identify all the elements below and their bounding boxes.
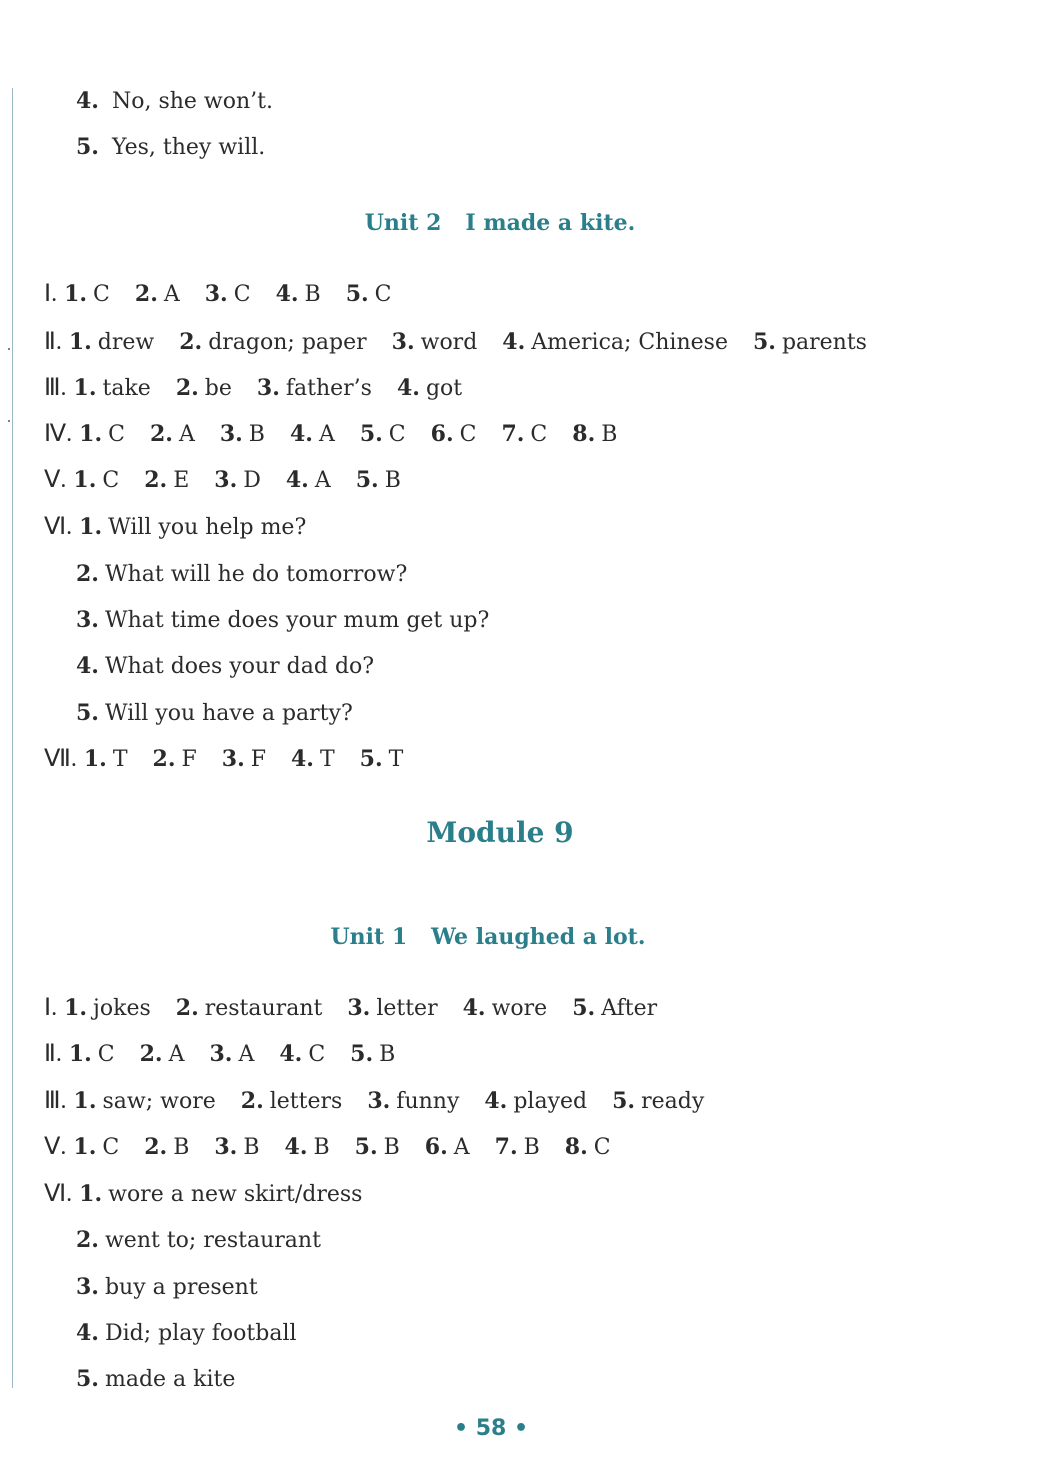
answer-text: played xyxy=(513,1089,588,1114)
answer-text: B xyxy=(248,422,265,447)
scan-speck xyxy=(8,420,10,422)
item-number: 2. xyxy=(175,995,199,1021)
answer-text: C xyxy=(233,282,251,307)
answer-line xyxy=(76,1365,235,1394)
answer-text: T xyxy=(388,747,404,772)
item-number: 5. xyxy=(359,746,383,772)
answer-text: got xyxy=(425,376,463,401)
item-number: 4. xyxy=(284,1134,308,1160)
answer-text: parents xyxy=(781,330,867,355)
answer-text: A xyxy=(178,422,195,447)
item-number: 2. xyxy=(240,1088,264,1114)
answer-text: take xyxy=(102,376,151,401)
item-number: 8. xyxy=(564,1134,588,1160)
answer-text: C xyxy=(593,1135,611,1160)
answer-text: saw; wore xyxy=(102,1089,216,1114)
answer-text: F xyxy=(250,747,266,772)
answer-text: B xyxy=(243,1135,260,1160)
answer-text: ready xyxy=(641,1089,705,1114)
answer-text: B xyxy=(173,1135,190,1160)
item-number: 1. xyxy=(64,281,88,307)
exercise-line xyxy=(44,280,410,309)
answer-text: be xyxy=(204,376,232,401)
item-number: 5. xyxy=(355,467,379,493)
exercise-number: Ⅲ. xyxy=(44,1088,67,1114)
item-number: 4. xyxy=(289,421,313,447)
answer-text: C xyxy=(530,422,548,447)
item-number: 4. xyxy=(502,329,526,355)
item-number: 2. xyxy=(144,467,168,493)
answer-text: C xyxy=(93,282,110,307)
item-number: 2. xyxy=(179,329,203,355)
answer-text: What will he do tomorrow? xyxy=(104,562,408,587)
answer-text: No, she won’t. xyxy=(111,89,273,114)
item-number: 3. xyxy=(76,1274,99,1300)
item-number: 1. xyxy=(68,329,92,355)
item-number: 3. xyxy=(76,607,99,633)
answer-text: dragon; paper xyxy=(208,330,367,355)
exercise-line xyxy=(44,1040,413,1069)
answer-text: C xyxy=(374,282,392,307)
item-number: 1. xyxy=(73,1134,97,1160)
item-number: 3. xyxy=(214,1134,238,1160)
module-heading: Module 9 xyxy=(426,816,574,849)
exercise-line xyxy=(44,1133,629,1162)
item-number: 3. xyxy=(391,329,415,355)
unit-title: I made a kite. xyxy=(465,210,636,236)
answer-text: letters xyxy=(269,1089,343,1114)
answer-line xyxy=(76,1226,321,1255)
answer-text: A xyxy=(163,282,180,307)
exercise-number: Ⅲ. xyxy=(44,375,67,401)
item-number: 2. xyxy=(139,1041,163,1067)
answer-text: B xyxy=(523,1135,540,1160)
item-number: 4. xyxy=(279,1041,303,1067)
exercise-line xyxy=(44,513,306,542)
unit-label: Unit 1 xyxy=(330,924,408,950)
answer-text: Will you help me? xyxy=(108,515,307,540)
item-number: 4. xyxy=(275,281,299,307)
exercise-number: Ⅰ. xyxy=(44,995,58,1021)
answer-text: father’s xyxy=(285,376,372,401)
unit-heading xyxy=(0,210,1000,236)
item-number: 4. xyxy=(484,1088,508,1114)
item-number: 5. xyxy=(359,421,383,447)
item-number: 4. xyxy=(396,375,420,401)
exercise-line xyxy=(44,420,635,449)
item-number: 6. xyxy=(430,421,454,447)
answer-text: wore xyxy=(491,996,548,1021)
unit-heading xyxy=(0,924,988,950)
exercise-line xyxy=(44,994,675,1023)
item-number: 2. xyxy=(76,561,99,587)
answer-text: Yes, they will. xyxy=(111,135,266,160)
answer-text: A xyxy=(318,422,335,447)
item-number: 4. xyxy=(76,1320,99,1346)
answer-text: Will you have a party? xyxy=(104,701,353,726)
answer-text: Did; play football xyxy=(104,1321,297,1346)
item-number: 8. xyxy=(572,421,596,447)
answer-text: word xyxy=(420,330,478,355)
item-number: 6. xyxy=(424,1134,448,1160)
exercise-number: Ⅰ. xyxy=(44,281,58,307)
answer-line xyxy=(76,1319,297,1348)
exercise-number: Ⅶ. xyxy=(44,746,77,772)
scan-speck xyxy=(8,348,10,350)
answer-text: drew xyxy=(97,330,155,355)
item-number: 4. xyxy=(462,995,486,1021)
item-number: 5. xyxy=(76,700,99,726)
item-number: 3. xyxy=(347,995,371,1021)
item-number: 1. xyxy=(64,995,88,1021)
item-number: 4. xyxy=(76,88,99,114)
item-number: 5. xyxy=(612,1088,636,1114)
item-number: 1. xyxy=(73,1088,97,1114)
item-number: 1. xyxy=(68,1041,92,1067)
answer-text: C xyxy=(102,468,120,493)
exercise-line xyxy=(44,1087,722,1116)
answer-text: What time does your mum get up? xyxy=(104,608,490,633)
answer-line xyxy=(76,133,265,162)
answer-text: C xyxy=(308,1042,326,1067)
answer-text: B xyxy=(304,282,321,307)
item-number: 5. xyxy=(76,134,99,160)
answer-text: funny xyxy=(396,1089,460,1114)
answer-text: A xyxy=(168,1042,185,1067)
exercise-line xyxy=(44,1180,362,1209)
item-number: 2. xyxy=(134,281,158,307)
answer-line xyxy=(76,699,353,728)
answer-text: C xyxy=(108,422,125,447)
item-number: 1. xyxy=(73,375,97,401)
exercise-number: Ⅴ. xyxy=(44,1134,67,1160)
item-number: 3. xyxy=(209,1041,233,1067)
item-number: 3. xyxy=(204,281,228,307)
answer-text: F xyxy=(181,747,197,772)
exercise-number: Ⅱ. xyxy=(44,329,62,355)
answer-text: B xyxy=(384,468,401,493)
item-number: 1. xyxy=(73,467,97,493)
item-number: 1. xyxy=(79,1181,103,1207)
item-number: 3. xyxy=(219,421,243,447)
item-number: 5. xyxy=(345,281,369,307)
item-number: 4. xyxy=(76,653,99,679)
item-number: 2. xyxy=(175,375,199,401)
exercise-number: Ⅴ. xyxy=(44,467,67,493)
answer-line xyxy=(76,87,273,116)
item-number: 5. xyxy=(752,329,776,355)
item-number: 4. xyxy=(291,746,314,772)
exercise-number: Ⅳ. xyxy=(44,421,73,447)
answer-text: B xyxy=(601,422,618,447)
unit-title: We laughed a lot. xyxy=(431,924,646,950)
answer-text: T xyxy=(319,747,335,772)
answer-line xyxy=(76,606,489,635)
answer-text: C xyxy=(388,422,406,447)
answer-text: What does your dad do? xyxy=(104,654,375,679)
item-number: 2. xyxy=(144,1134,168,1160)
exercise-number: Ⅱ. xyxy=(44,1041,62,1067)
exercise-line xyxy=(44,466,419,495)
item-number: 4. xyxy=(285,467,309,493)
item-number: 3. xyxy=(367,1088,391,1114)
item-number: 7. xyxy=(494,1134,518,1160)
exercise-number: Ⅵ. xyxy=(44,514,73,540)
answer-text: letter xyxy=(376,996,438,1021)
item-number: 3. xyxy=(221,746,245,772)
page-number: • 58 • xyxy=(453,1416,529,1441)
answer-text: jokes xyxy=(93,996,151,1021)
answer-text: D xyxy=(243,468,261,493)
answer-line xyxy=(76,652,374,681)
item-number: 2. xyxy=(76,1227,99,1253)
unit-label: Unit 2 xyxy=(364,210,442,236)
answer-text: After xyxy=(601,996,658,1021)
exercise-line xyxy=(44,374,480,403)
answer-text: B xyxy=(313,1135,330,1160)
item-number: 1. xyxy=(83,746,107,772)
answer-text: T xyxy=(112,747,128,772)
exercise-number: Ⅵ. xyxy=(44,1181,73,1207)
item-number: 5. xyxy=(350,1041,374,1067)
exercise-line xyxy=(44,745,421,774)
answer-text: made a kite xyxy=(104,1367,236,1392)
answer-line xyxy=(76,560,407,589)
answer-text: restaurant xyxy=(204,996,323,1021)
answer-text: went to; restaurant xyxy=(104,1228,321,1253)
answer-text: America; Chinese xyxy=(531,330,728,355)
item-number: 2. xyxy=(149,421,173,447)
item-number: 5. xyxy=(572,995,596,1021)
answer-text: A xyxy=(453,1135,470,1160)
item-number: 3. xyxy=(214,467,238,493)
answer-text: buy a present xyxy=(104,1275,258,1300)
item-number: 7. xyxy=(501,421,525,447)
answer-text: E xyxy=(173,468,190,493)
exercise-line xyxy=(44,328,885,357)
item-number: 1. xyxy=(79,514,103,540)
item-number: 1. xyxy=(79,421,103,447)
answer-line xyxy=(76,1273,258,1302)
item-number: 2. xyxy=(152,746,176,772)
answer-text: A xyxy=(238,1042,255,1067)
answer-text: B xyxy=(383,1135,400,1160)
answer-text: A xyxy=(314,468,331,493)
item-number: 5. xyxy=(76,1366,99,1392)
answer-text: C xyxy=(102,1135,120,1160)
item-number: 5. xyxy=(354,1134,378,1160)
answer-text: B xyxy=(379,1042,396,1067)
left-margin-rule xyxy=(12,88,13,1388)
answer-text: wore a new skirt/dress xyxy=(108,1182,363,1207)
item-number: 3. xyxy=(256,375,280,401)
answer-text: C xyxy=(459,422,477,447)
answer-text: C xyxy=(97,1042,115,1067)
